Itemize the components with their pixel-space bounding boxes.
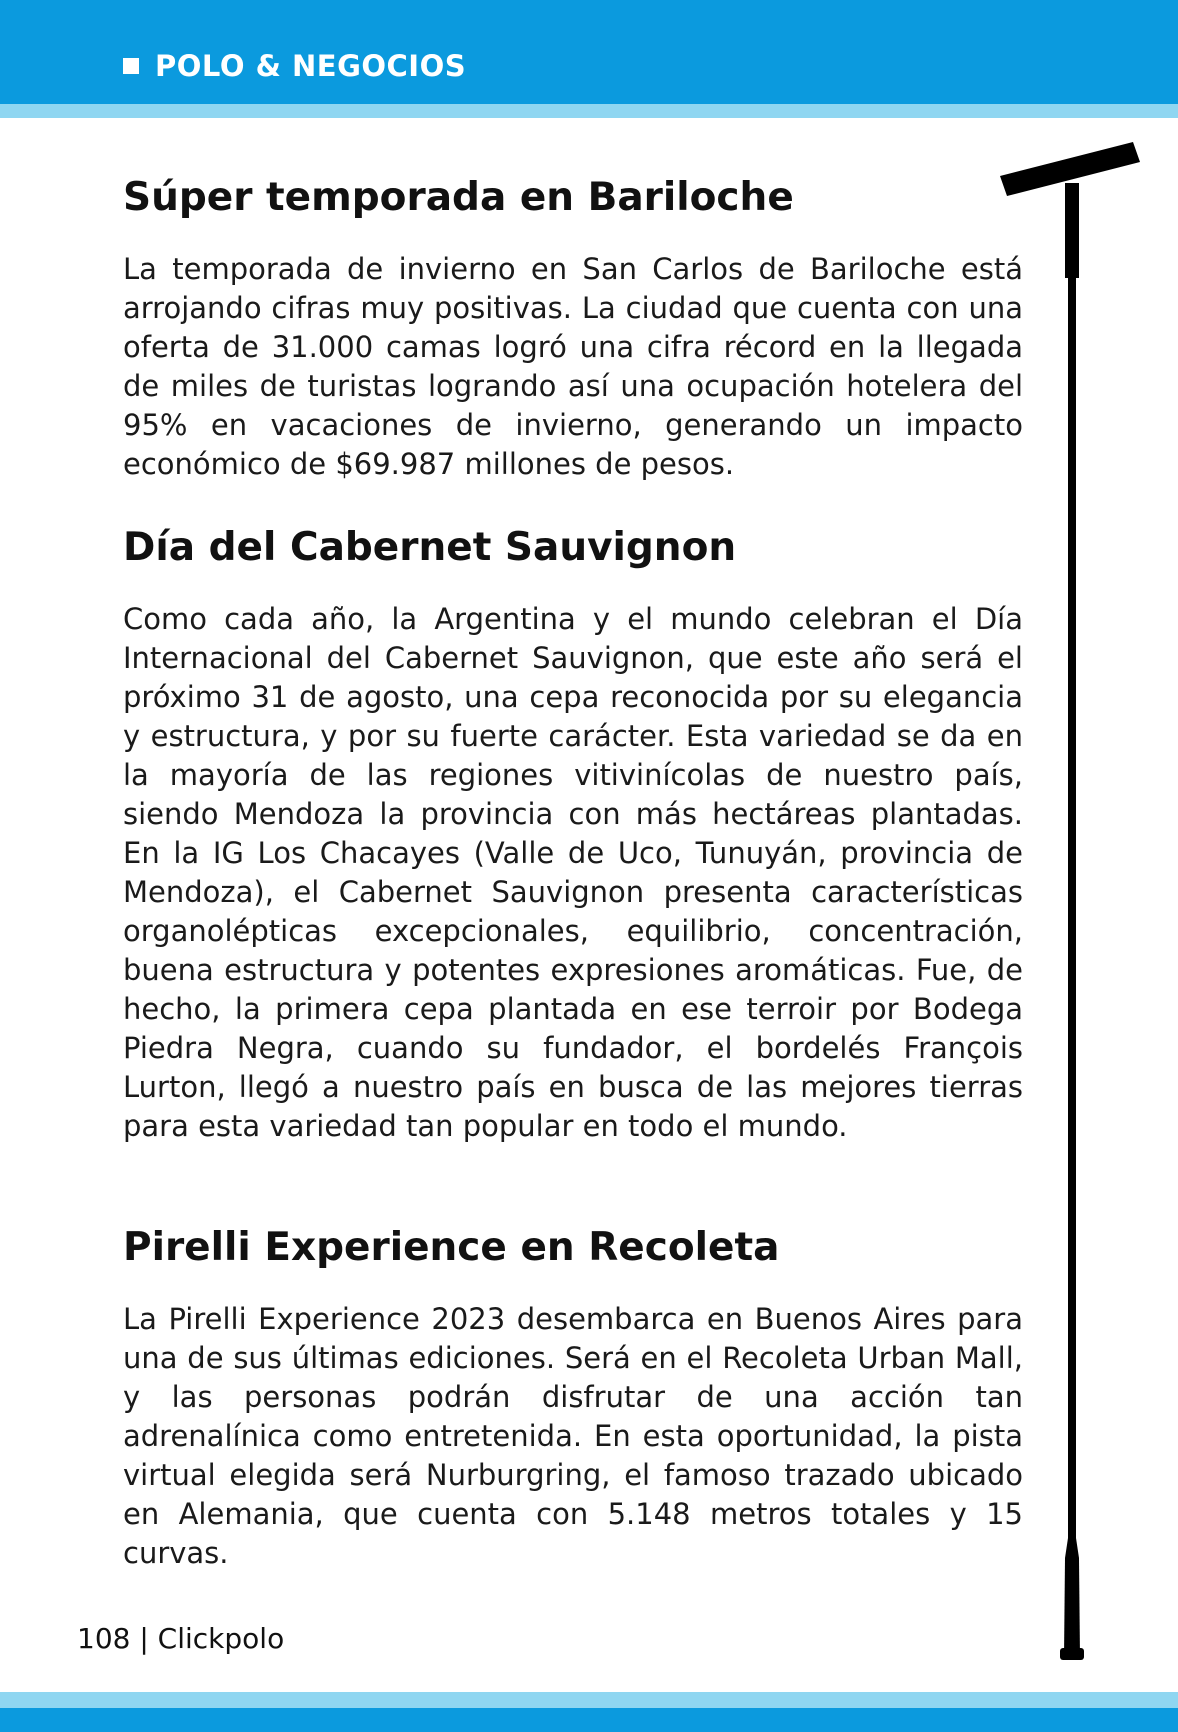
section-label-text: POLO & NEGOCIOS — [155, 49, 467, 83]
article-title: Pirelli Experience en Recoleta — [123, 1225, 780, 1270]
footer-stripe — [0, 1692, 1178, 1708]
polo-mallet-icon — [995, 138, 1145, 1668]
article-title: Día del Cabernet Sauvignon — [123, 525, 737, 570]
section-label — [123, 46, 466, 86]
article-body: La temporada de invierno en San Carlos de Bariloche está arrojando cifras muy positivas. La ciudad que cuenta con una oferta de 31.000 camas logró una cifra récord en la llegada de miles de turistas logrando así una ocupación hotelera del 95% en vacaciones de invierno, generando un impacto económico de $69.987 millones de pesos. — [123, 252, 1023, 481]
article-title: Súper temporada en Bariloche — [123, 175, 794, 220]
article-body: La Pirelli Experience 2023 desembarca en Buenos Aires para una de sus últimas ediciones. Será en el Recoleta Urban Mall, y las personas podrán disfrutar de una acción tan adrenalínica como entretenida. En esta oportunidad, la pista virtual elegida será Nurburgring, el famoso trazado ubicado en Alemania, que cuenta con 5.148 metros totales y 15 curvas. — [123, 1302, 1023, 1570]
article-cabernet — [123, 524, 1023, 1146]
article-pirelli — [123, 1224, 1023, 1573]
footer-bar — [0, 1708, 1178, 1732]
article-bariloche — [123, 174, 1023, 484]
header-stripe — [0, 104, 1178, 118]
article-body: Como cada año, la Argentina y el mundo celebran el Día Internacional del Cabernet Sauvignon, que este año será el próximo 31 de agosto, una cepa reconocida por su elegancia y estructura, y por su fuerte carácter. Esta variedad se da en la mayoría de las regiones vitivinícolas de nuestro país, siendo Mendoza la provincia con más hectáreas plantadas. En la IG Los Chacayes (Valle de Uco, Tunuyán, provincia de Mendoza), el Cabernet Sauvignon presenta características organolépticas excepcionales, equilibrio, concentración, buena estructura y potentes expresiones aromáticas. Fue, de hecho, la primera cepa plantada en ese terroir por Bodega Piedra Negra, cuando su fundador, el bordelés François Lurton, llegó a nuestro país en busca de las mejores tierras para esta variedad tan popular en todo el mundo. — [123, 602, 1023, 1143]
square-bullet-icon — [123, 58, 139, 74]
footer-page-label: 108 | Clickpolo — [77, 1622, 285, 1655]
